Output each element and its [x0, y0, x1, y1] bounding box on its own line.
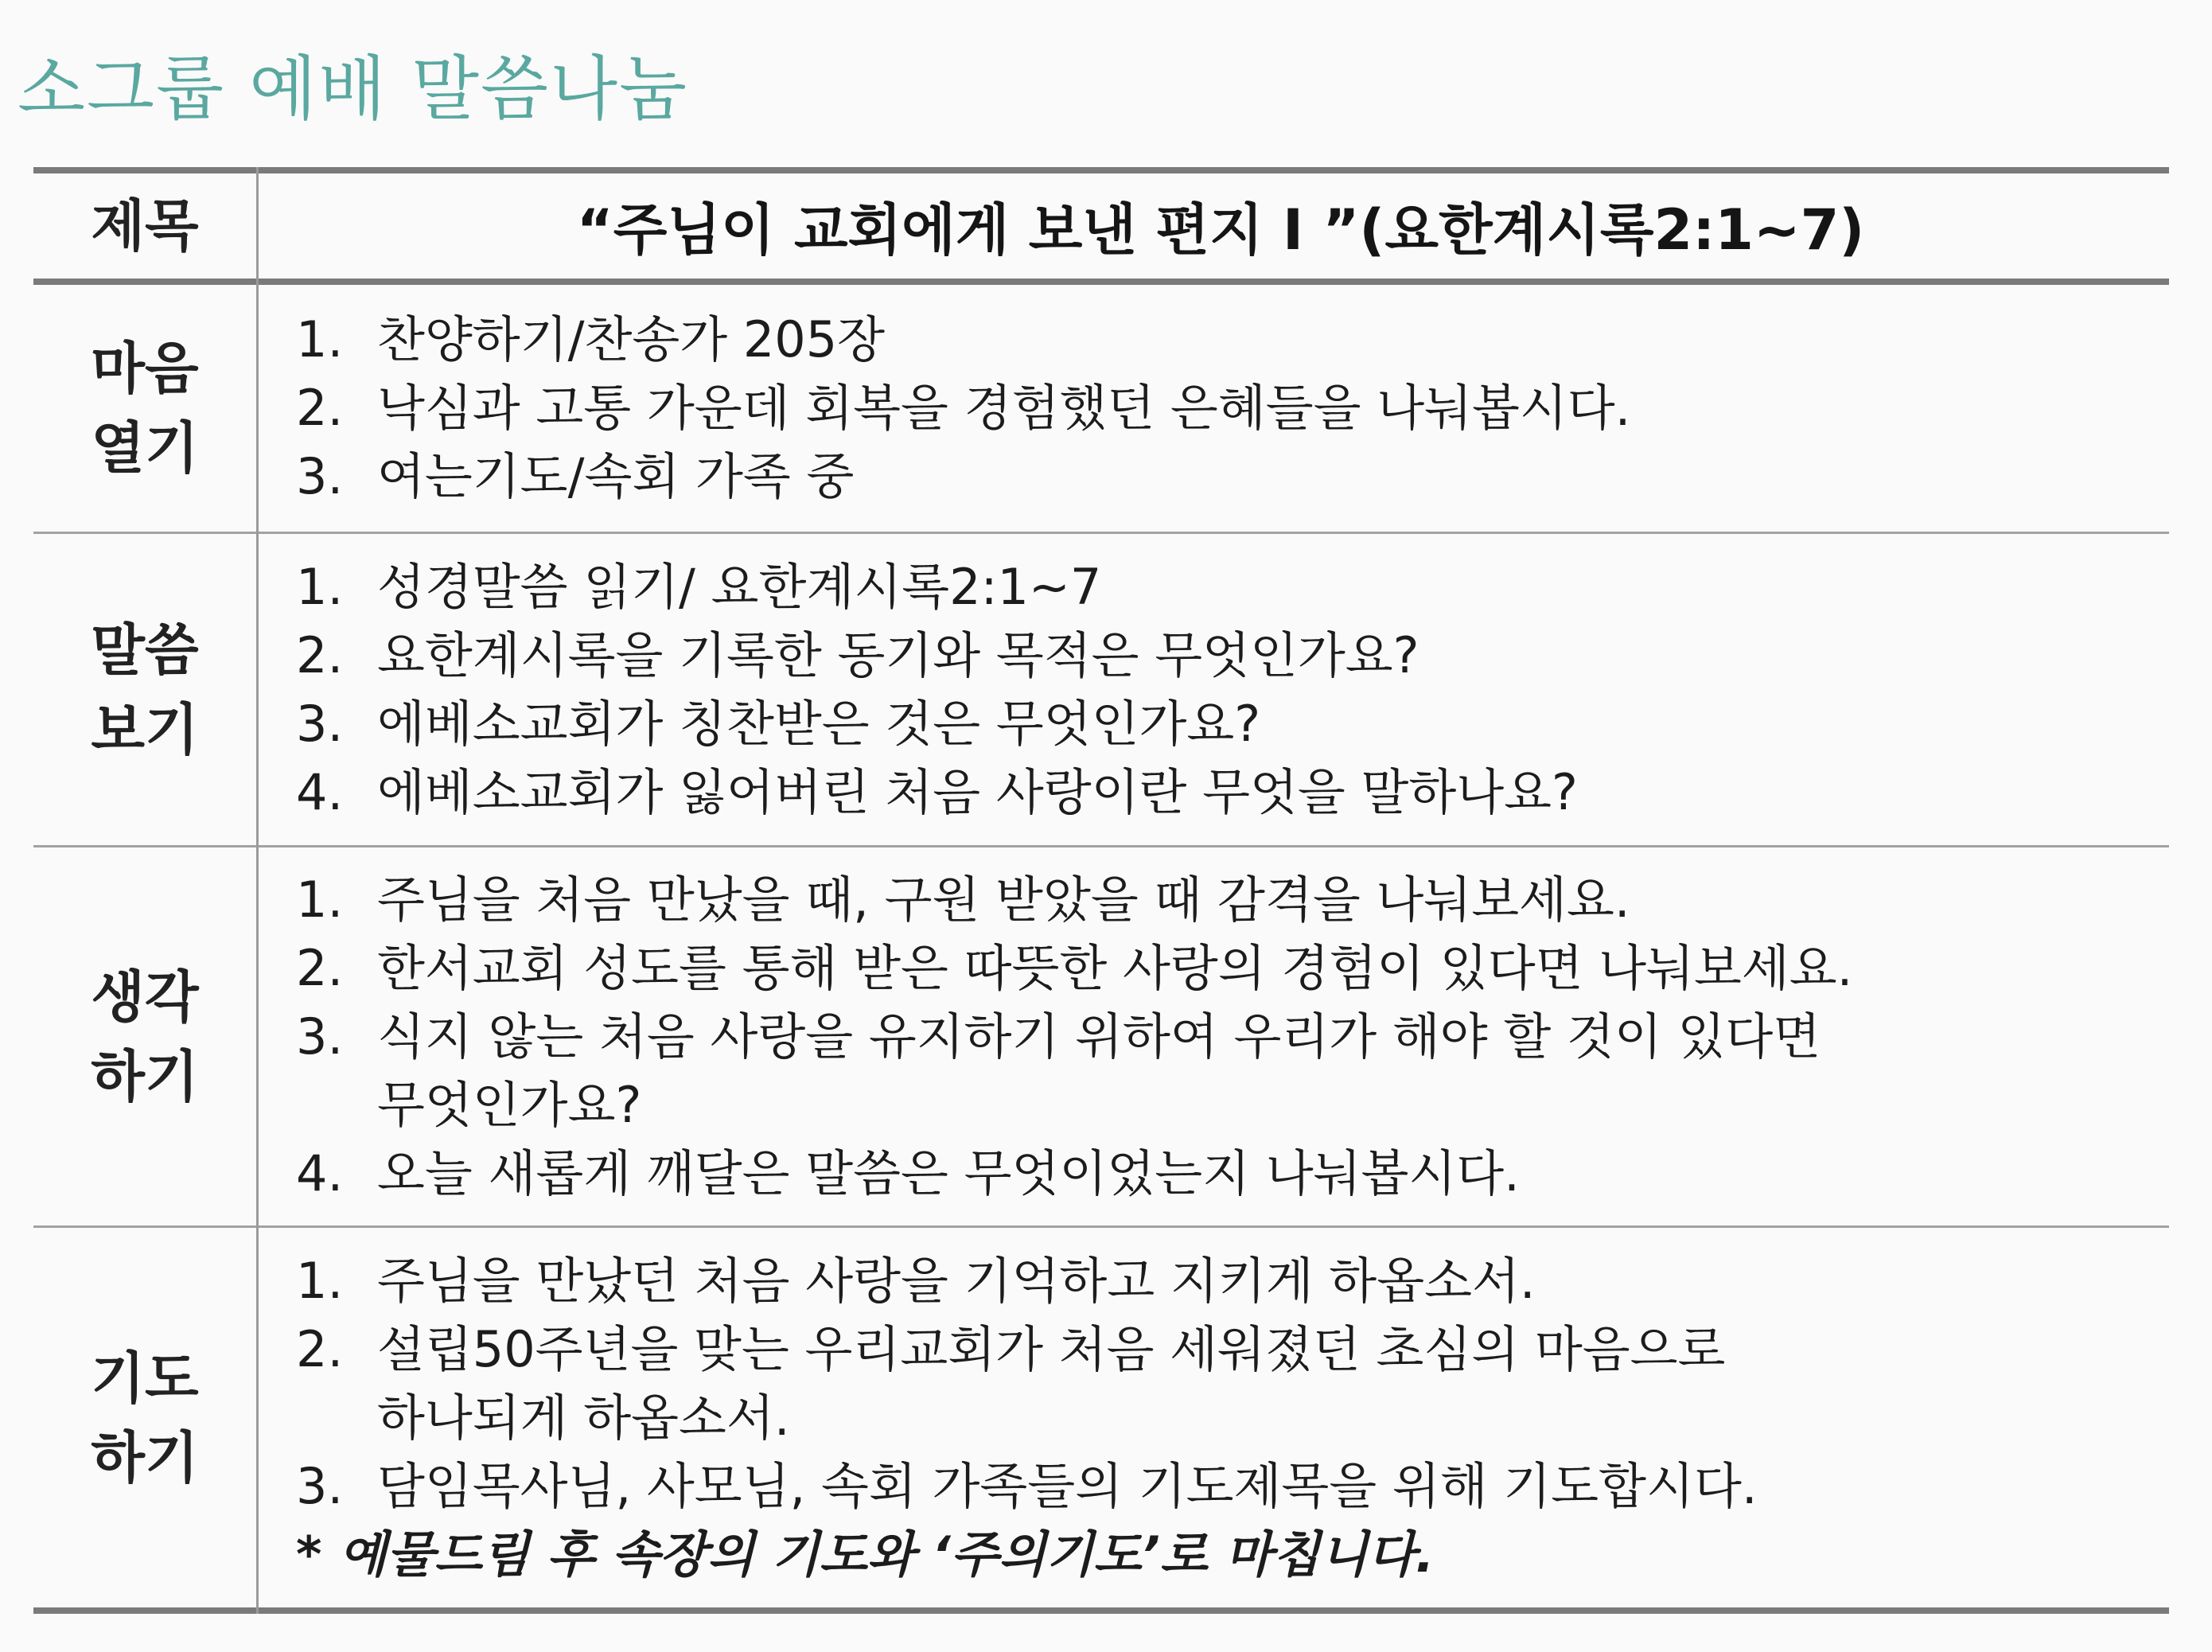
- page-title: 소그룹 예배 말씀나눔: [18, 48, 689, 130]
- table-top-rule: [33, 167, 2169, 173]
- item-number: 2.: [296, 938, 344, 997]
- section-content-reflect: [296, 847, 2153, 1225]
- list-item: [296, 1247, 2153, 1315]
- list-item: [296, 553, 2153, 621]
- section-label-read-word: 말씀 보기: [91, 617, 199, 762]
- item-number: 4.: [296, 1144, 344, 1202]
- list-item: [296, 306, 2153, 374]
- list-item: [296, 1315, 2153, 1452]
- item-text: 주님을 만났던 처음 사랑을 기억하고 지키게 하옵소서.: [377, 1251, 1536, 1310]
- list-item: [296, 442, 2153, 511]
- item-text: 주님을 처음 만났을 때, 구원 받았을 때 감격을 나눠보세요.: [377, 870, 1630, 929]
- list-item: [296, 621, 2153, 690]
- item-text: 에베소교회가 칭찬받은 것은 무엇인가요?: [377, 694, 1261, 753]
- list-item: [296, 866, 2153, 934]
- list-item: [296, 1003, 2153, 1140]
- item-text: 에베소교회가 잃어버린 처음 사랑이란 무엇을 말하나요?: [377, 762, 1578, 821]
- list-item: [296, 690, 2153, 758]
- list-item: [296, 1452, 2153, 1521]
- item-number: 1.: [296, 870, 344, 929]
- item-text: 오늘 새롭게 깨달은 말씀은 무엇이었는지 나눠봅시다.: [377, 1144, 1520, 1202]
- item-text: 찬양하기/찬송가 205장: [377, 310, 886, 368]
- item-text: 설립50주년을 맞는 우리교회가 처음 세워졌던 초심의 마음으로 하나되게 하옵소서.: [377, 1319, 1726, 1447]
- worship-table: [33, 167, 2169, 1614]
- item-text: 한서교회 성도를 통해 받은 따뜻한 사랑의 경험이 있다면 나눠보세요.: [377, 938, 1853, 997]
- item-text: 담임목사님, 사모님, 속회 가족들의 기도제목을 위해 기도합시다.: [377, 1456, 1758, 1515]
- item-text: 낙심과 고통 가운데 회복을 경험했던 은혜들을 나눠봅시다.: [377, 379, 1631, 437]
- section-label-reflect: 생각 하기: [91, 964, 199, 1109]
- item-number: 3.: [296, 1456, 344, 1515]
- item-text: 식지 않는 처음 사랑을 유지하기 위하여 우리가 해야 할 것이 있다면 무엇인가요?: [377, 1007, 1821, 1134]
- item-number: 3.: [296, 447, 344, 505]
- column-divider: [256, 167, 259, 1614]
- list-item: [296, 934, 2153, 1003]
- section-content-pray: [296, 1228, 2153, 1607]
- item-number: 4.: [296, 762, 344, 821]
- item-text: 성경말씀 읽기/ 요한계시록2:1~7: [377, 557, 1102, 616]
- item-number: 2.: [296, 1319, 344, 1378]
- list-item: [296, 1140, 2153, 1208]
- list-item: [296, 374, 2153, 442]
- section-content-open-heart: [296, 285, 2153, 532]
- closing-note: * 예물드림 후 속장의 기도와 ‘주의기도’로 마칩니다.: [296, 1525, 1435, 1584]
- item-text: 여는기도/속회 가족 중: [377, 447, 855, 505]
- section-label-pray: 기도 하기: [91, 1345, 199, 1490]
- header-label: 제목: [91, 193, 199, 259]
- list-item: [296, 758, 2153, 827]
- item-text: 요한계시록을 기록한 동기와 목적은 무엇인가요?: [377, 625, 1419, 684]
- item-number: 2.: [296, 625, 344, 684]
- item-number: 1.: [296, 310, 344, 368]
- section-label-open-heart: 마음 열기: [91, 336, 199, 481]
- item-number: 3.: [296, 1007, 344, 1066]
- table-bottom-rule: [33, 1607, 2169, 1614]
- item-number: 3.: [296, 694, 344, 753]
- section-content-read-word: [296, 534, 2153, 845]
- header-bottom-rule: [33, 279, 2169, 285]
- sermon-title: “주님이 교회에게 보낸 편지 I ”(요한계시록2:1~7): [576, 197, 1865, 263]
- item-number: 1.: [296, 557, 344, 616]
- item-number: 1.: [296, 1251, 344, 1310]
- item-number: 2.: [296, 379, 344, 437]
